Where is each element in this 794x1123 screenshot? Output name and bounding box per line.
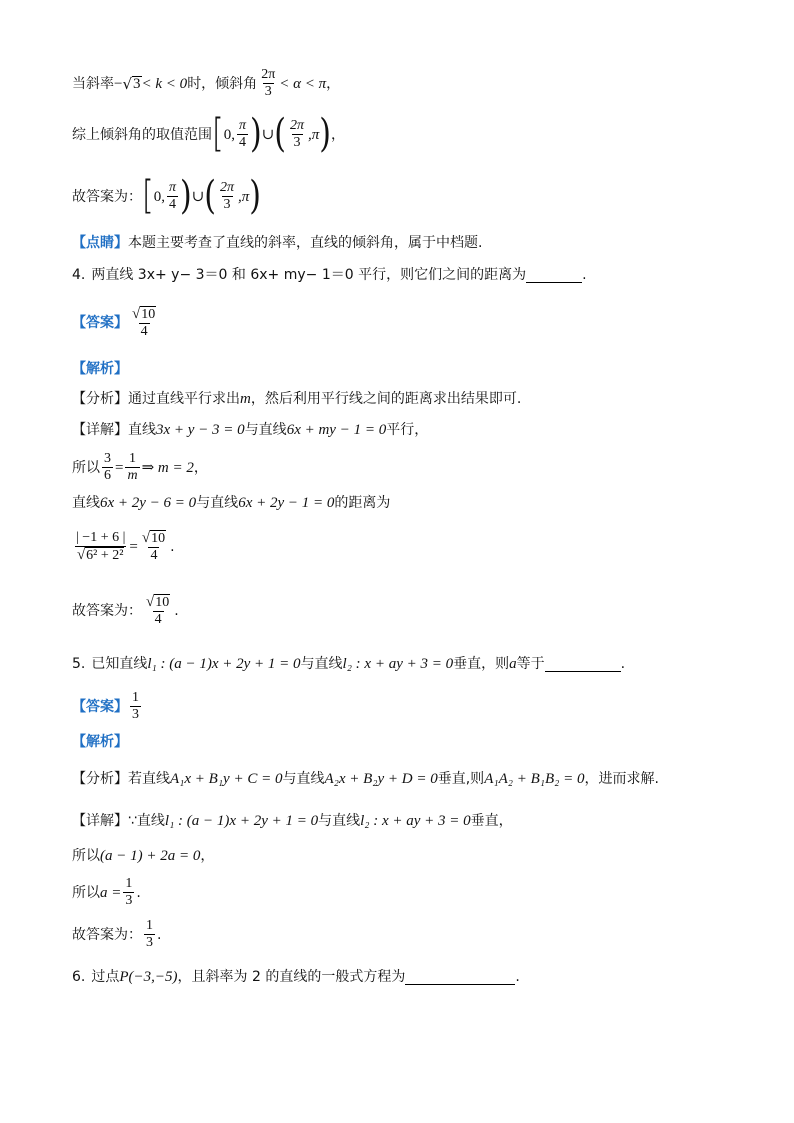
text: 所以 bbox=[72, 884, 100, 901]
math: 3x + y − 3 = 0 bbox=[156, 422, 245, 438]
text: 与直线 bbox=[244, 422, 287, 438]
text: 平行， bbox=[386, 422, 429, 438]
text: 已知直线 bbox=[91, 656, 148, 672]
math: 6x + 2y − 1 = 0 bbox=[238, 495, 335, 511]
q5-final-answer bbox=[72, 918, 161, 951]
math: P(−3,−5) bbox=[119, 969, 178, 985]
fraction: √ 10 4 bbox=[146, 594, 170, 627]
paren: ) bbox=[249, 173, 261, 219]
q4-final-answer bbox=[72, 594, 179, 628]
question-number: 4. bbox=[72, 267, 86, 283]
text: 故答案为： bbox=[72, 926, 142, 943]
math: l₁ : (a − 1)x + 2y + 1 = 0 bbox=[164, 813, 319, 829]
fraction: $\frac{2\pi}{3}$ bbox=[261, 67, 276, 99]
fenxi-row bbox=[72, 390, 521, 408]
fraction: | −1 + 6 | √ 6² + 2² bbox=[76, 530, 126, 563]
xiangjie-row bbox=[72, 812, 513, 830]
text: ， bbox=[193, 459, 208, 476]
text: . bbox=[582, 267, 587, 283]
math: A₁A₂ + B₁B₂ = 0 bbox=[484, 771, 585, 787]
math: = bbox=[115, 459, 124, 476]
math: l₂ : x + ay + 3 = 0 bbox=[342, 656, 454, 672]
math: 6x + 2y − 6 = 0 bbox=[100, 495, 197, 511]
math: < k < 0 bbox=[141, 75, 188, 92]
question-4 bbox=[72, 266, 587, 284]
answer-blank bbox=[526, 268, 582, 283]
text: . bbox=[157, 926, 162, 943]
text: 直线 bbox=[128, 422, 156, 438]
question-number: 6. bbox=[72, 969, 86, 985]
paren: ( bbox=[274, 111, 286, 157]
text: 所以 bbox=[72, 848, 100, 864]
paren: ) bbox=[249, 111, 262, 157]
text: 通过直线平行求出 bbox=[128, 391, 240, 407]
text: 与直线 bbox=[196, 495, 239, 511]
text: 故答案为： bbox=[72, 188, 142, 205]
text: 当斜率 bbox=[72, 75, 114, 92]
math: l₁ : (a − 1)x + 2y + 1 = 0 bbox=[147, 656, 301, 672]
math: a bbox=[509, 656, 517, 672]
text: ， bbox=[331, 126, 345, 143]
jiexi-tag: 【解析】 bbox=[72, 361, 128, 377]
text: ，且斜率为 2 的直线的一般式方程为 bbox=[177, 969, 406, 985]
fraction: $\frac{2\pi}{3}$ bbox=[290, 118, 305, 150]
math: (a − 1) + 2a = 0 bbox=[100, 848, 201, 864]
fraction: $\frac{1}{3}$ bbox=[125, 876, 133, 908]
paren: ) bbox=[319, 111, 331, 157]
q5-step1 bbox=[72, 847, 214, 865]
math: ,π bbox=[308, 126, 320, 143]
answer-tag: 【答案】 bbox=[72, 698, 128, 715]
math: < α < π bbox=[279, 75, 327, 92]
paren: ( bbox=[204, 173, 216, 219]
math: 6x + my − 1 = 0 bbox=[286, 422, 387, 438]
fraction: $\frac{3}{6}$ bbox=[104, 451, 111, 483]
math: − bbox=[114, 75, 123, 92]
text: 本题主要考查了直线的斜率，直线的倾斜角，属于中档题. bbox=[128, 235, 483, 251]
q4-step3 bbox=[72, 530, 175, 564]
text: 与直线 bbox=[318, 813, 361, 829]
text: ， bbox=[326, 75, 341, 92]
text: ，然后利用平行线之间的距离求出结果即可. bbox=[250, 391, 522, 407]
math: 0, bbox=[223, 126, 235, 143]
jiexi-row bbox=[72, 360, 128, 378]
fenxi-row bbox=[72, 770, 659, 788]
text: 的距离为 bbox=[334, 495, 391, 511]
question-6 bbox=[72, 968, 520, 986]
bracket: [ bbox=[142, 173, 154, 219]
fraction: $\frac{1}{m}$ bbox=[127, 451, 138, 483]
paren: ) bbox=[179, 173, 192, 219]
text: 所以 bbox=[72, 459, 100, 476]
line-comment bbox=[72, 234, 482, 252]
fraction: √ 10 4 bbox=[141, 530, 166, 563]
text: . bbox=[174, 603, 179, 619]
text: 过点 bbox=[91, 969, 120, 985]
text: . bbox=[620, 656, 626, 672]
math: = bbox=[129, 539, 138, 555]
math: 0, bbox=[153, 188, 165, 205]
answer-row bbox=[72, 690, 143, 723]
jiexi-row bbox=[72, 733, 128, 751]
math: A₂x + B₂y + D = 0 bbox=[324, 771, 438, 787]
line-answer bbox=[72, 173, 261, 219]
math: l₂ : x + ay + 3 = 0 bbox=[360, 813, 471, 829]
q4-step1 bbox=[72, 451, 208, 484]
text: 时，倾斜角 bbox=[187, 75, 258, 92]
text: 故答案为： bbox=[72, 603, 142, 619]
xiangjie-tag: 【详解】 bbox=[72, 422, 128, 438]
fraction: $\frac{1}{3}$ bbox=[146, 918, 153, 950]
fraction: $\frac{1}{3}$ bbox=[132, 690, 139, 722]
fraction: √ 10 4 bbox=[132, 306, 156, 339]
text: 等于 bbox=[516, 656, 545, 672]
fraction: $\frac{\pi}{4}$ bbox=[238, 118, 246, 150]
text: 与直线 bbox=[300, 656, 343, 672]
text: ∵直线 bbox=[128, 813, 165, 829]
answer-blank bbox=[545, 657, 621, 672]
math: m bbox=[240, 391, 251, 407]
text: 垂直， bbox=[470, 813, 513, 829]
union-symbol: ∪ bbox=[261, 126, 275, 143]
text: 垂直，则 bbox=[453, 656, 510, 672]
text: ， bbox=[200, 848, 215, 864]
comment-tag: 【点睛】 bbox=[72, 235, 128, 251]
line-range-summary bbox=[72, 111, 345, 157]
text: . bbox=[515, 969, 520, 985]
answer-blank bbox=[405, 970, 515, 985]
xiangjie-tag: 【详解】 bbox=[72, 813, 128, 829]
fenxi-tag: 【分析】 bbox=[72, 771, 128, 787]
q5-step2 bbox=[72, 876, 141, 909]
fraction: $\frac{\pi}{4}$ bbox=[168, 180, 176, 212]
answer-tag: 【答案】 bbox=[72, 315, 128, 331]
math: ,π bbox=[238, 188, 250, 205]
answer-row bbox=[72, 306, 160, 340]
jiexi-tag: 【解析】 bbox=[72, 734, 128, 750]
union-symbol: ∪ bbox=[191, 188, 205, 205]
math: A₁x + B₁y + C = 0 bbox=[170, 771, 283, 787]
sqrt: √ 3 bbox=[122, 74, 141, 93]
bracket: [ bbox=[212, 111, 224, 157]
text: 与直线 bbox=[282, 771, 325, 787]
math: ⇒ m = 2 bbox=[141, 459, 194, 476]
text: . bbox=[170, 539, 175, 555]
question-5 bbox=[72, 655, 625, 673]
text: 若直线 bbox=[128, 771, 170, 787]
xiangjie-row bbox=[72, 421, 428, 439]
text: 综上倾斜角的取值范围 bbox=[72, 126, 212, 143]
text: 直线 bbox=[72, 495, 100, 511]
line-slope-range bbox=[72, 67, 340, 100]
text: 垂直,则 bbox=[437, 771, 485, 787]
q4-step2 bbox=[72, 494, 390, 512]
text: ，进而求解. bbox=[584, 771, 659, 787]
text: . bbox=[136, 884, 141, 901]
question-text: 两直线 3x+ y− 3＝0 和 6x+ my− 1＝0 平行，则它们之间的距离为 bbox=[91, 267, 527, 283]
fraction: $\frac{2\pi}{3}$ bbox=[220, 180, 235, 212]
math: a = bbox=[100, 884, 122, 901]
question-number: 5. bbox=[72, 656, 86, 672]
fenxi-tag: 【分析】 bbox=[72, 391, 128, 407]
